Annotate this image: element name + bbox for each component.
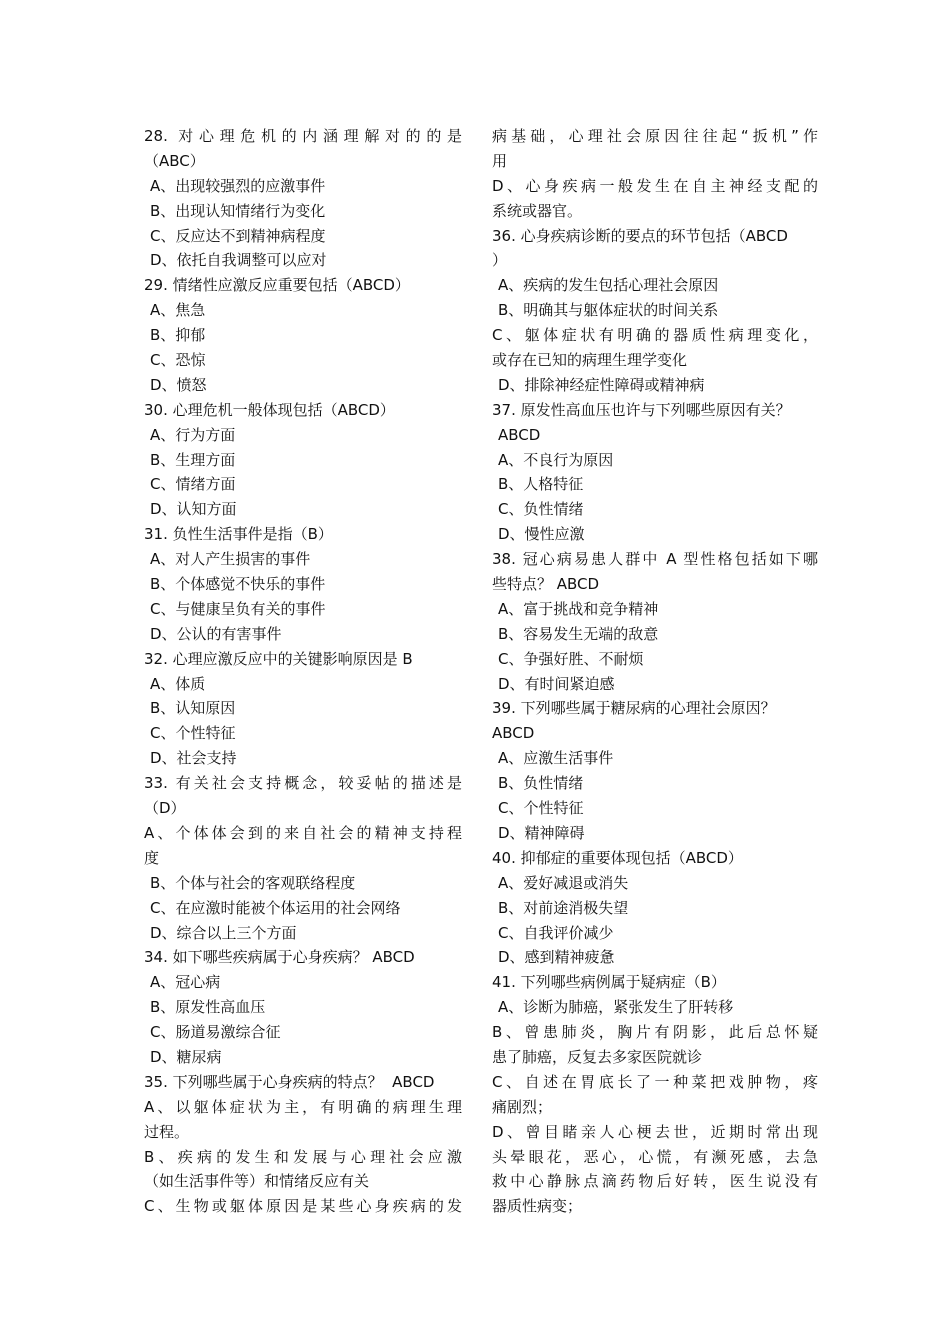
text-line: C、躯体症状有明确的器质性病理变化， — [492, 326, 818, 345]
text-line: A、富于挑战和竞争精神 — [498, 599, 659, 618]
text-line: D、认知方面 — [150, 500, 237, 519]
text-line: 患了肺癌，反复去多家医院就诊 — [492, 1047, 703, 1066]
text-line: B、疾病的发生和发展与心理社会应激 — [144, 1147, 462, 1166]
text-line: （如生活事件等）和情绪反应有关 — [144, 1172, 370, 1191]
text-line: A、诊断为肺癌，紧张发生了肝转移 — [498, 998, 734, 1017]
text-line: 31. 负性生活事件是指（B） — [144, 525, 333, 544]
text-line: D、愤怒 — [150, 375, 207, 394]
text-line: 度 — [144, 848, 160, 867]
text-line: 头晕眼花，恶心，心慌，有濒死感，去急 — [492, 1147, 818, 1166]
text-line: A、冠心病 — [150, 973, 221, 992]
text-line: A、疾病的发生包括心理社会原因 — [498, 276, 719, 295]
text-line: D、心身疾病一般发生在自主神经支配的 — [492, 176, 818, 195]
text-line: 33. 有关社会支持概念，较妥帖的描述是 — [144, 774, 462, 793]
text-line: B、容易发生无端的敌意 — [498, 624, 659, 643]
text-line: 痛剧烈； — [492, 1097, 553, 1116]
text-line: 些特点？ ABCD — [492, 575, 600, 594]
text-line: 35. 下列哪些属于心身疾病的特点？ ABCD — [144, 1072, 435, 1091]
text-line: D、社会支持 — [150, 749, 237, 768]
text-line: D、糖尿病 — [150, 1047, 222, 1066]
text-line: ABCD — [498, 425, 541, 444]
text-line: D、有时间紧迫感 — [498, 674, 615, 693]
text-line: A、出现较强烈的应激事件 — [150, 176, 326, 195]
text-line: 过程。 — [144, 1122, 190, 1141]
text-line: D、综合以上三个方面 — [150, 923, 297, 942]
text-line: 39. 下列哪些属于糖尿病的心理社会原因？ — [492, 699, 776, 718]
text-line: C、负性情绪 — [498, 500, 584, 519]
text-line: 38. 冠心病易患人群中 A 型性格包括如下哪 — [492, 550, 818, 569]
text-line: 29. 情绪性应激反应重要包括（ABCD） — [144, 276, 410, 295]
text-line: 器质性病变； — [492, 1197, 583, 1216]
text-line: 救中心静脉点滴药物后好转，医生说没有 — [492, 1172, 818, 1191]
text-line: C、个性特征 — [498, 799, 584, 818]
text-line: A、个体体会到的来自社会的精神支持程 — [144, 823, 462, 842]
text-line: B、个体与社会的客观联络程度 — [150, 873, 356, 892]
text-line: C、肠道易激综合征 — [150, 1023, 281, 1042]
text-line: B、明确其与躯体症状的时间关系 — [498, 301, 719, 320]
text-line: B、出现认知情绪行为变化 — [150, 201, 326, 220]
text-line: A、体质 — [150, 674, 206, 693]
text-line: B、负性情绪 — [498, 774, 584, 793]
text-line: A、对人产生损害的事件 — [150, 550, 311, 569]
text-line: C、在应激时能被个体运用的社会网络 — [150, 898, 401, 917]
text-line: A、以躯体症状为主，有明确的病理生理 — [144, 1097, 462, 1116]
text-line: B、曾患肺炎，胸片有阴影，此后总怀疑 — [492, 1023, 818, 1042]
text-line: 32. 心理应激反应中的关键影响原因是 B — [144, 649, 413, 668]
text-line: B、人格特征 — [498, 475, 584, 494]
text-line: A、不良行为原因 — [498, 450, 614, 469]
text-line: B、原发性高血压 — [150, 998, 266, 1017]
text-line: B、认知原因 — [150, 699, 236, 718]
text-line: D、精神障碍 — [498, 823, 585, 842]
text-line: D、公认的有害事件 — [150, 624, 282, 643]
text-line: D、排除神经症性障碍或精神病 — [498, 375, 705, 394]
text-line: ） — [492, 251, 508, 270]
right-column — [492, 124, 818, 1219]
text-line: ABCD — [492, 724, 535, 743]
text-line: A、应激生活事件 — [498, 749, 614, 768]
text-line: C、反应达不到精神病程度 — [150, 226, 326, 245]
text-line: 病基础，心理社会原因往往起“扳机”作 — [492, 127, 818, 145]
text-line: C、生物或躯体原因是某些心身疾病的发 — [144, 1197, 462, 1216]
text-line: D、曾目睹亲人心梗去世，近期时常出现 — [492, 1122, 818, 1141]
text-line: C、情绪方面 — [150, 475, 236, 494]
text-line: B、对前途消极失望 — [498, 898, 629, 917]
text-line: C、争强好胜、不耐烦 — [498, 649, 644, 668]
text-line: A、焦急 — [150, 301, 206, 320]
text-line: 41. 下列哪些病例属于疑病症（B） — [492, 973, 726, 992]
text-line: 37. 原发性高血压也许与下列哪些原因有关？ — [492, 400, 791, 419]
text-line: C、个性特征 — [150, 724, 236, 743]
text-line: D、感到精神疲惫 — [498, 948, 615, 967]
text-line: A、爱好减退或消失 — [498, 873, 629, 892]
text-line: B、生理方面 — [150, 450, 236, 469]
text-line: B、个体感觉不快乐的事件 — [150, 575, 326, 594]
text-line: （ABC） — [144, 151, 205, 170]
text-line: 系统或器官。 — [492, 201, 583, 220]
text-line: C、自述在胃底长了一种菜把戏肿物，疼 — [492, 1072, 818, 1091]
text-line: 或存在已知的病理生理学变化 — [492, 351, 688, 370]
text-line: 36. 心身疾病诊断的要点的环节包括（ABCD — [492, 226, 788, 245]
text-line: 用 — [492, 151, 508, 170]
text-line: （D） — [144, 799, 186, 818]
text-line: D、慢性应激 — [498, 525, 585, 544]
text-line: A、行为方面 — [150, 425, 236, 444]
text-line: 40. 抑郁症的重要体现包括（ABCD） — [492, 848, 743, 867]
left-column — [144, 124, 462, 1219]
text-line: C、自我评价减少 — [498, 923, 614, 942]
text-line: 30. 心理危机一般体现包括（ABCD） — [144, 400, 395, 419]
text-line: B、抑郁 — [150, 326, 206, 345]
text-line: 28. 对心理危机的内涵理解对的的是 — [144, 127, 462, 145]
text-line: 34. 如下哪些疾病属于心身疾病？ ABCD — [144, 948, 415, 967]
text-line: D、依托自我调整可以应对 — [150, 251, 327, 270]
text-line: C、恐惊 — [150, 351, 206, 370]
text-line: C、与健康呈负有关的事件 — [150, 599, 326, 618]
